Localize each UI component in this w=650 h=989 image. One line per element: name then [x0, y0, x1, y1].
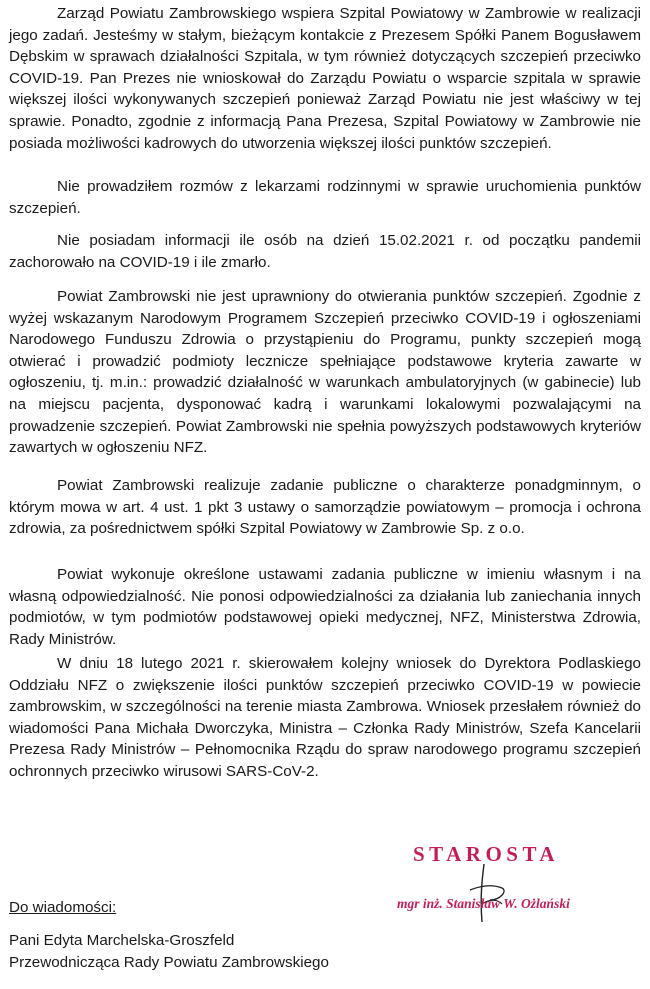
- copies-heading: Do wiadomości:: [9, 899, 117, 916]
- stamp-name: mgr inż. Stanisław W. Ożlański: [397, 896, 570, 911]
- copies-recipient-title: Przewodnicząca Rady Powiatu Zambrowskiego: [9, 954, 329, 971]
- paragraph-hospital-support: Zarząd Powiatu Zambrowskiego wspiera Szpital Powiatowy w Zambrowie w realizacji jego zadań. Jesteśmy w stałym, bieżącym kontakcie z Prezesem Spółki Panem Bogusławem Dębskim w sprawach działalności Szpitala, w tym również dotyczących szczepień przeciwko COVID-19. Pan Prezes nie wnioskował do Zarządu Powiatu o wsparcie szpitala w sprawie większej ilości wykonywanych szczepień ponieważ Zarząd Powiatu nie jest właściwy w tej sprawie. Ponadto, zgodnie z informacją Pana Prezesa, Szpital Powiatowy w Zambrowie nie posiada możliwości kadrowych do utworzenia większej ilości punktów szczepień.: [9, 5, 641, 152]
- paragraph-responsibility: Powiat wykonuje określone ustawami zadania publiczne w imieniu własnym i na własną odpowiedzialność. Nie ponosi odpowiedzialności za działania lub zaniechania innych podmiotów, w tym podmiotów podstawowej opieki medycznej, NFZ, Ministerstwa Zdrowia, Rady Ministrów.: [9, 566, 641, 648]
- paragraph-public-task: Powiat Zambrowski realizuje zadanie publiczne o charakterze ponadgminnym, o którym mowa w art. 4 ust. 1 pkt 3 ustawy o samorządzie powiatowym – promocja i ochrona zdrowia, za pośrednictwem spółki Szpital Powiatowy w Zambrowie Sp. z o.o.: [9, 477, 641, 538]
- paragraph-nfz-request: W dniu 18 lutego 2021 r. skierowałem kolejny wniosek do Dyrektora Podlaskiego Oddziału NFZ o zwiększenie ilości punktów szczepień przeciwko COVID-19 w powiecie zambrowskim, w szczególności na terenie miasta Zambrowa. Wniosek przesłałem również do wiadomości Pana Michała Dworczyka, Ministra – Członka Rady Ministrów, Szefa Kancelarii Prezesa Rady Ministrów – Pełnomocnika Rządu do spraw narodowego programu szczepień ochronnych przeciwko wirusowi SARS-CoV-2.: [9, 655, 641, 780]
- handwritten-signature: [462, 860, 522, 930]
- paragraph-vaccination-points: Powiat Zambrowski nie jest uprawniony do otwierania punktów szczepień. Zgodnie z wyżej wskazanym Narodowym Programem Szczepień przeciwko COVID-19 i ogłoszeniami Narodowego Funduszu Zdrowia o przystąpieniu do Programu, punkty szczepień mogą otwierać i prowadzić podmioty lecznicze spełniające podstawowe kryteria zawarte w ogłoszeniu, tj. m.in.: prowadzić działalność w warunkach ambulatoryjnych (w gabinecie) lub na miejscu pacjenta, dysponować kadrą i warunkami lokalowymi pozwalającymi na prowadzenie szczepień. Powiat Zambrowski nie spełnia powyższych podstawowych kryteriów zawartych w ogłoszeniu NFZ.: [9, 288, 641, 457]
- stamp-title: STAROSTA: [413, 842, 560, 866]
- paragraph-case-statistics: Nie posiadam informacji ile osób na dzień 15.02.2021 r. od początku pandemii zachorowało na COVID-19 i ile zmarło.: [9, 232, 641, 271]
- paragraph-family-doctors: Nie prowadziłem rozmów z lekarzami rodzinnymi w sprawie uruchomienia punktów szczepień.: [9, 178, 641, 217]
- copies-recipient-name: Pani Edyta Marchelska-Groszfeld: [9, 932, 235, 949]
